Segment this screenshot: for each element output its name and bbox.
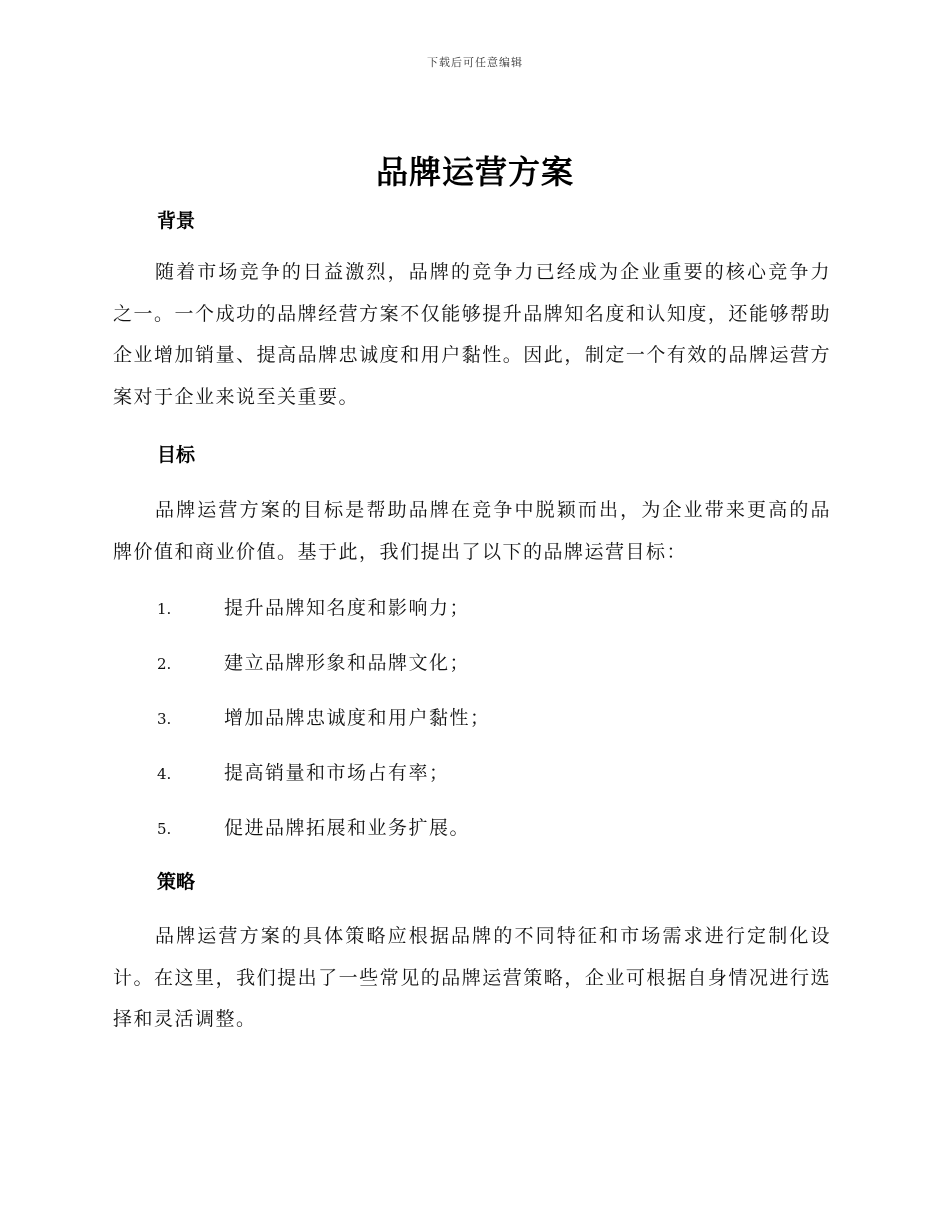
list-item-number: 5. (157, 820, 172, 838)
section-strategy (113, 868, 831, 896)
list-item-text: 提升品牌知名度和影响力； (224, 597, 471, 619)
section-heading-goals: 目标 (157, 444, 196, 466)
goals-list-block (113, 593, 831, 868)
section-goals-body (113, 490, 831, 573)
section-heading-strategy: 策略 (157, 871, 196, 893)
list-item (113, 813, 831, 868)
list-item (113, 703, 831, 758)
section-goals (113, 441, 831, 469)
goals-paragraph: 品牌运营方案的目标是帮助品牌在竞争中脱颖而出，为企业带来更高的品牌价值和商业价值。基于此，我们提出了以下的品牌运营目标： (113, 499, 831, 563)
list-item-number: 2. (157, 655, 172, 673)
background-paragraph: 随着市场竞争的日益激烈，品牌的竞争力已经成为企业重要的核心竞争力之一。一个成功的品牌经营方案不仅能够提升品牌知名度和认知度，还能够帮助企业增加销量、提高品牌忠诚度和用户黏性。因此，制定一个有效的品牌运营方案对于企业来说至关重要。 (113, 261, 831, 408)
section-strategy-body (113, 916, 831, 1041)
section-background (113, 207, 831, 235)
list-item (113, 758, 831, 813)
list-item-number: 4. (157, 765, 172, 783)
list-item-text: 促进品牌拓展和业务扩展。 (224, 817, 471, 839)
list-item-text: 提高销量和市场占有率； (224, 762, 450, 784)
list-item (113, 648, 831, 703)
document-title: 品牌运营方案 (375, 153, 574, 191)
page-header-note: 下载后可任意编辑 (427, 56, 523, 69)
list-item (113, 593, 831, 648)
goals-list (113, 593, 831, 868)
section-heading-background: 背景 (157, 210, 196, 232)
list-item-text: 增加品牌忠诚度和用户黏性； (224, 707, 491, 729)
section-background-body (113, 252, 831, 418)
strategy-paragraph: 品牌运营方案的具体策略应根据品牌的不同特征和市场需求进行定制化设计。在这里，我们提出了一些常见的品牌运营策略，企业可根据自身情况进行选择和灵活调整。 (113, 925, 831, 1030)
list-item-number: 1. (157, 600, 172, 618)
list-item-text: 建立品牌形象和品牌文化； (224, 652, 471, 674)
list-item-number: 3. (157, 710, 172, 728)
